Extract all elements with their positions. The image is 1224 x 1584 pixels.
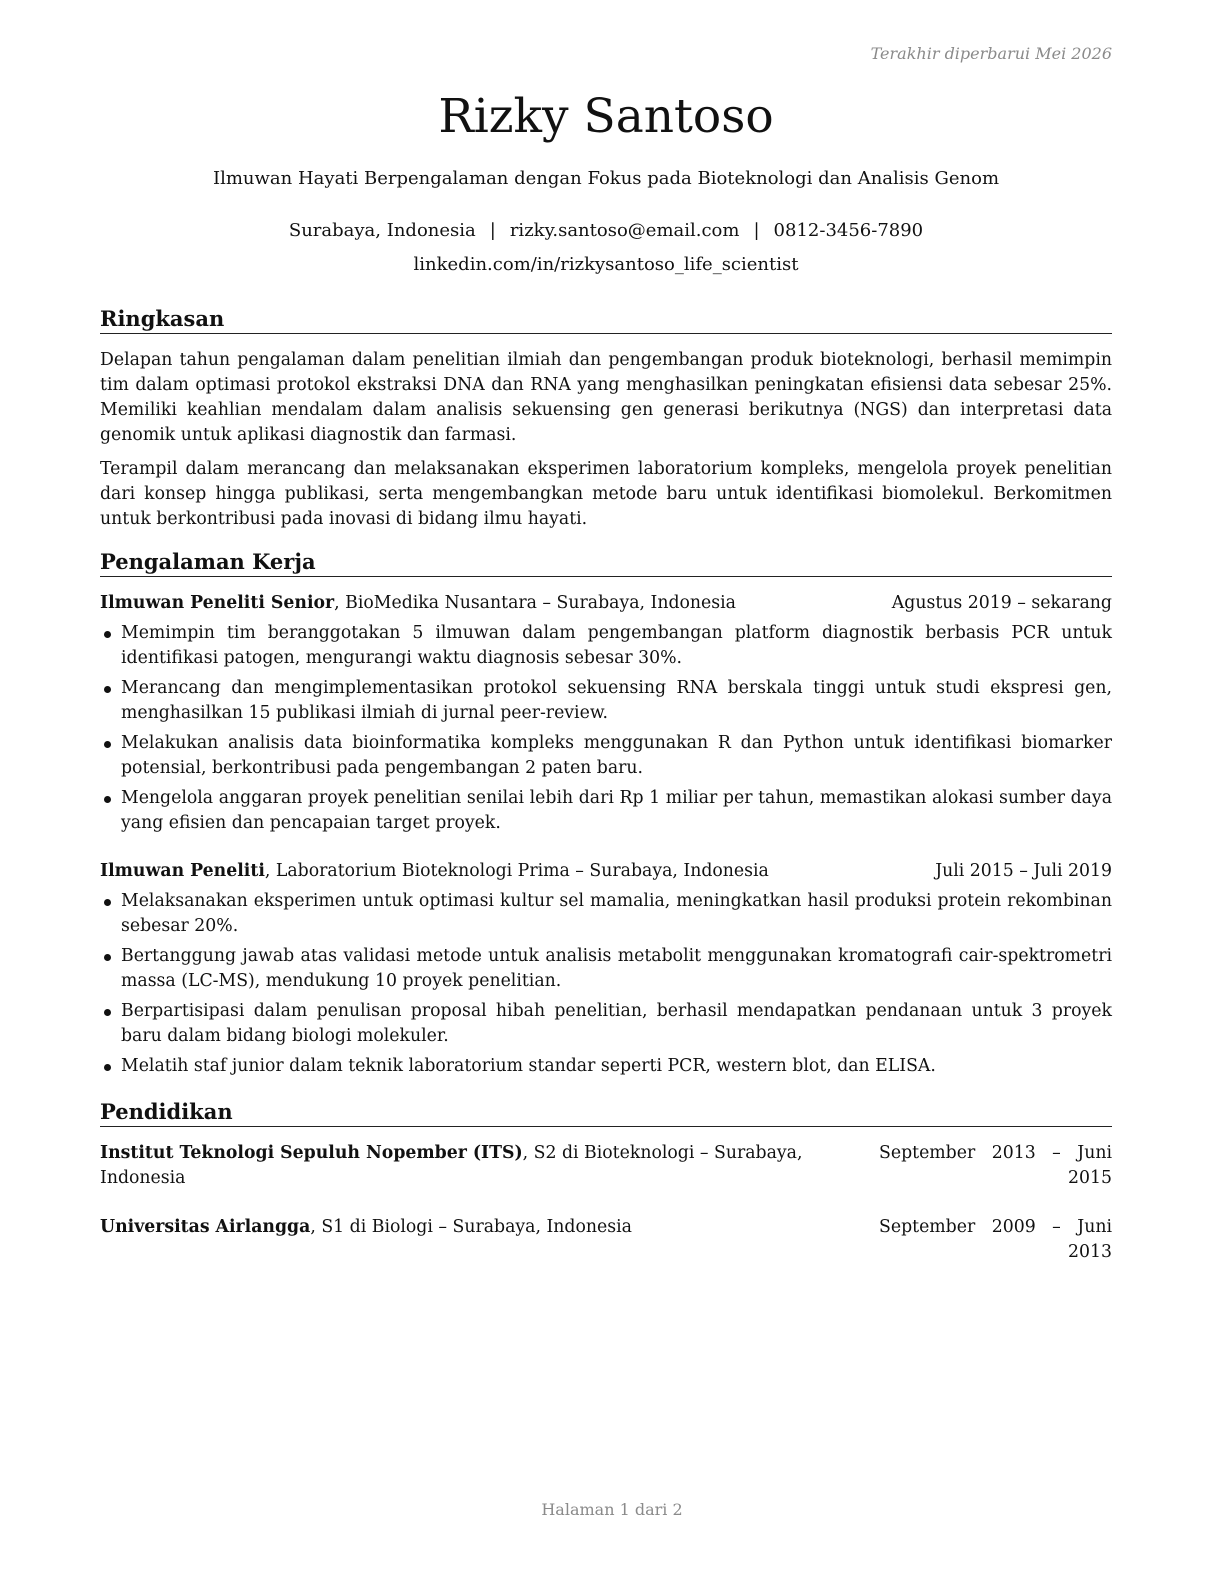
list-item: Melaksanakan eksperimen untuk optimasi kultur sel mamalia, meningkatkan hasil produksi protein rekombinan sebesar 20%.: [100, 889, 1112, 939]
page-number: Halaman 1 dari 2: [541, 1500, 683, 1519]
separator: |: [489, 220, 496, 241]
job-org: , Laboratorium Bioteknologi Prima – Surabaya, Indonesia: [264, 861, 769, 881]
summary-paragraph-2: Terampil dalam merancang dan melaksanakan eksperimen laboratorium kompleks, mengelola proyek penelitian dari konsep hingga publikasi, serta mengembangkan metode baru untuk identifikasi biomolekul. Berkomitmen untuk berkontribusi pada inovasi di bidang ilmu hayati.: [100, 459, 1112, 529]
education-dates: September 2009 – Juni 2013: [879, 1217, 1112, 1262]
degree-detail: , S1 di Biologi – Surabaya, Indonesia: [310, 1217, 632, 1237]
last-updated-note: Terakhir diperbarui Mei 2026: [870, 44, 1112, 63]
list-item: Mengelola anggaran proyek penelitian senilai lebih dari Rp 1 miliar per tahun, memastikan alokasi sumber daya yang efisien dan pencapaian target proyek.: [100, 786, 1112, 836]
job-header: [100, 859, 1112, 884]
list-item: Memimpin tim beranggotakan 5 ilmuwan dalam pengembangan platform diagnostik berbasis PCR untuk identifikasi patogen, mengurangi waktu diagnosis sebesar 30%.: [100, 621, 1112, 671]
job-bullets: [100, 621, 1112, 841]
linkedin-link[interactable]: linkedin.com/in/rizkysantoso_life_scientist: [413, 254, 799, 275]
location: Surabaya, Indonesia: [288, 220, 476, 241]
list-item: Bertanggung jawab atas validasi metode untuk analisis metabolit menggunakan kromatografi cair-spektrometri massa (LC-MS), mendukung 10 proyek penelitian.: [100, 944, 1112, 994]
school-name: Institut Teknologi Sepuluh Nopember (ITS): [100, 1143, 523, 1163]
list-item: Melatih staf junior dalam teknik laboratorium standar seperti PCR, western blot, dan ELISA.: [100, 1054, 1112, 1079]
education-dates: September 2013 – Juni 2015: [879, 1143, 1112, 1188]
list-item: Melakukan analisis data bioinformatika kompleks menggunakan R dan Python untuk identifikasi biomarker potensial, berkontribusi pada pengembangan 2 paten baru.: [100, 731, 1112, 781]
section-title-education: Pendidikan: [100, 1098, 1112, 1127]
contact-line: [100, 218, 1112, 244]
list-item: Berpartisipasi dalam penulisan proposal hibah penelitian, berhasil mendapatkan pendanaan untuk 3 proyek baru dalam bidang biologi molekuler.: [100, 999, 1112, 1049]
email-link[interactable]: rizky.santoso@email.com: [509, 220, 740, 241]
section-title-experience: Pengalaman Kerja: [100, 548, 1112, 577]
job-dates: Juli 2015 – Juli 2019: [935, 861, 1112, 881]
job-header: [100, 591, 1112, 616]
section-title-summary: Ringkasan: [100, 305, 1112, 334]
degree-detail: , S2 di Bioteknologi – Surabaya, Indonesia: [100, 1143, 803, 1188]
separator: |: [753, 220, 760, 241]
job-dates: Agustus 2019 – sekarang: [891, 593, 1112, 613]
tagline: Ilmuwan Hayati Berpengalaman dengan Fokus pada Bioteknologi dan Analisis Genom: [212, 168, 1000, 189]
phone: 0812-3456-7890: [773, 220, 924, 241]
summary-paragraph-1: Delapan tahun pengalaman dalam penelitian ilmiah dan pengembangan produk bioteknologi, berhasil memimpin tim dalam optimasi protokol ekstraksi DNA dan RNA yang menghasilkan peningkatan efisiensi data sebesar 25%. Memiliki keahlian mendalam dalam analisis sekuensing gen generasi berikutnya (NGS) dan interpretasi data genomik untuk aplikasi diagnostik dan farmasi.: [100, 350, 1112, 445]
job-org: , BioMedika Nusantara – Surabaya, Indonesia: [334, 593, 736, 613]
job-bullets: [100, 889, 1112, 1084]
list-item: Merancang dan mengimplementasikan protokol sekuensing RNA berskala tinggi untuk studi ekspresi gen, menghasilkan 15 publikasi ilmiah di jurnal peer-review.: [100, 676, 1112, 726]
school-name: Universitas Airlangga: [100, 1217, 311, 1237]
job-role: Ilmuwan Peneliti Senior: [100, 593, 335, 613]
job-role: Ilmuwan Peneliti: [100, 861, 265, 881]
candidate-name: Rizky Santoso: [438, 89, 774, 144]
